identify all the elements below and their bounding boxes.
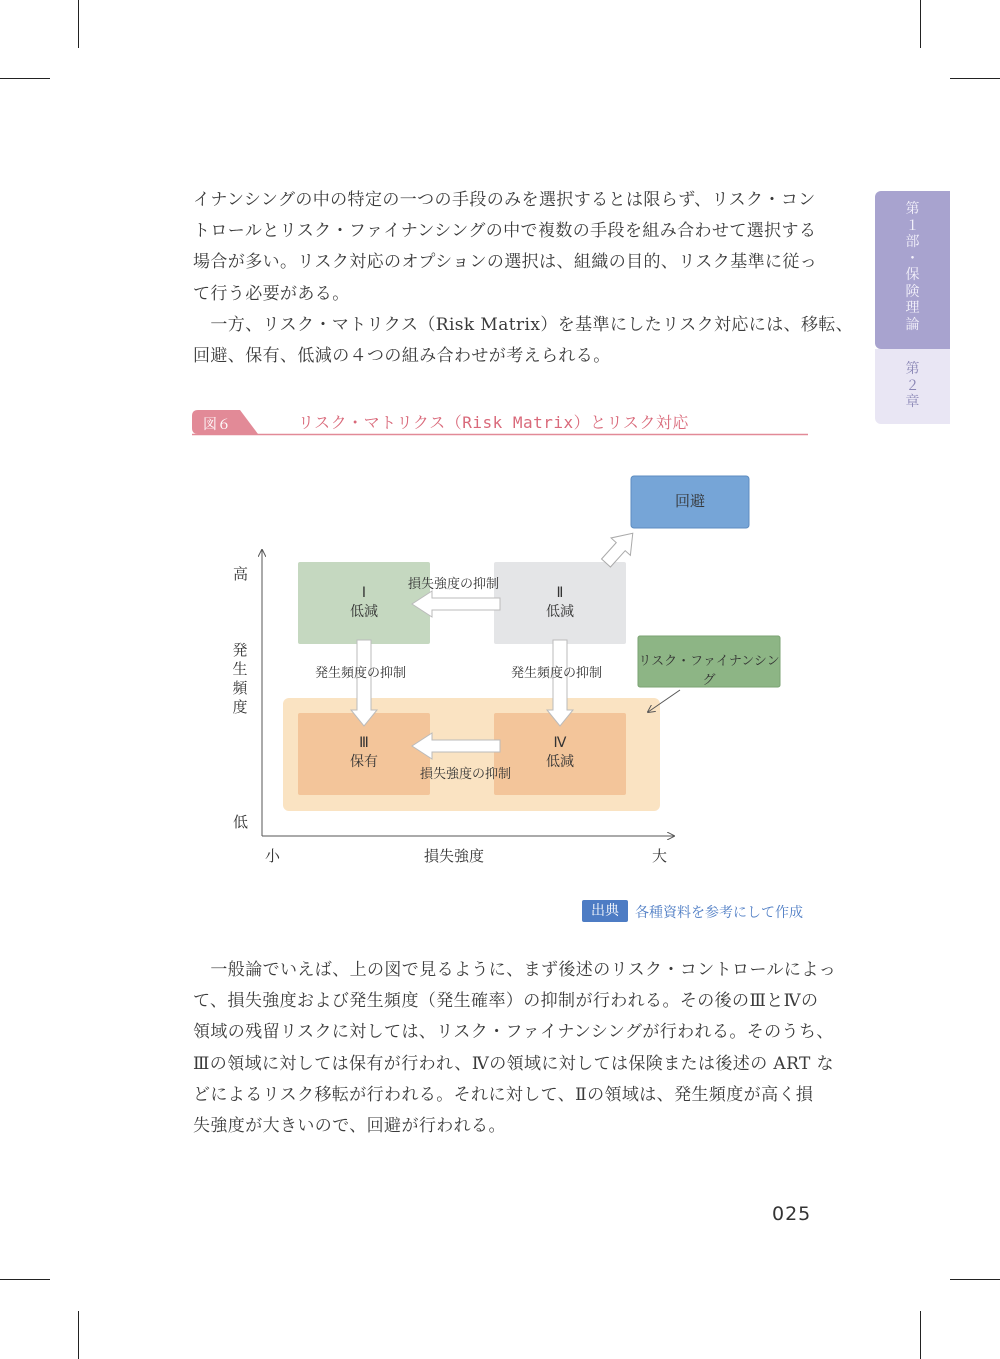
y-axis-high: 高 [233,565,249,583]
x-axis-large: 大 [652,847,668,865]
source-text: 各種資料を参考にして作成 [635,905,803,921]
side-tab-chapter: 第 ２ 章 [875,349,950,424]
frequency-arrow-right [547,640,573,726]
frequency-control-label-right: 発生頻度の抑制 [511,666,603,681]
quadrant-3-label: Ⅲ 保有 [350,735,378,770]
side-tab-part: 第 １ 部 ・ 保 険 理 論 [875,191,950,349]
source-badge: 出典 [582,900,628,922]
severity-control-label-bottom: 損失強度の抑制 [420,767,512,782]
figure-label: 図６ [203,417,231,433]
frequency-arrow-left [351,640,377,726]
quadrant-1-label: Ⅰ 低減 [350,585,378,620]
y-axis-title: 発 生 頻 度 [232,641,248,716]
quadrant-2-label: Ⅱ 低減 [546,585,574,620]
figure-title: リスク・マトリクス（Risk Matrix）とリスク対応 [298,413,689,432]
avoid-label: 回避 [674,492,705,510]
body-paragraph-bottom: 一般論でいえば、上の図で見るように、まず後述のリスク・コントロールによっ て、損失強度および発生頻度（発生確率）の抑制が行われる。その後のⅢとⅣの 領域の残留リスクに対しては、リスク・ファイナンシングが行われる。そのうち、 Ⅲの領域に対しては保有が行われ、Ⅳの領域に対しては保険または後述の ART な どによるリスク移転が行われる。それに対して、Ⅱの領域は、発生頻度が高く損 失強度が大きいので、回避が行われる。 [193,960,837,1137]
page-number: 025 [772,1203,812,1225]
x-axis-small: 小 [265,847,281,865]
finance-label: リスク・ファイナンシング [638,654,780,688]
severity-control-label-top: 損失強度の抑制 [408,577,500,592]
frequency-control-label-left: 発生頻度の抑制 [315,666,407,681]
y-axis-low: 低 [233,813,249,831]
quadrant-4-label: Ⅳ 低減 [546,735,574,770]
body-paragraph-top: イナンシングの中の特定の一つの手段のみを選択するとは限らず、リスク・コン トロールとリスク・ファイナンシングの中で複数の手段を組み合わせて選択する 場合が多い。リスク対応のオプションの選択は、組織の目的、リスク基準に従っ て行う必要がある。 一方、リスク・マトリクス（Risk Matrix）を基準にしたリスク対応には、移転、 回避、保有、低減の４つの組み合わせが考えられる。 [193,190,854,367]
x-axis-title: 損失強度 [424,847,485,865]
